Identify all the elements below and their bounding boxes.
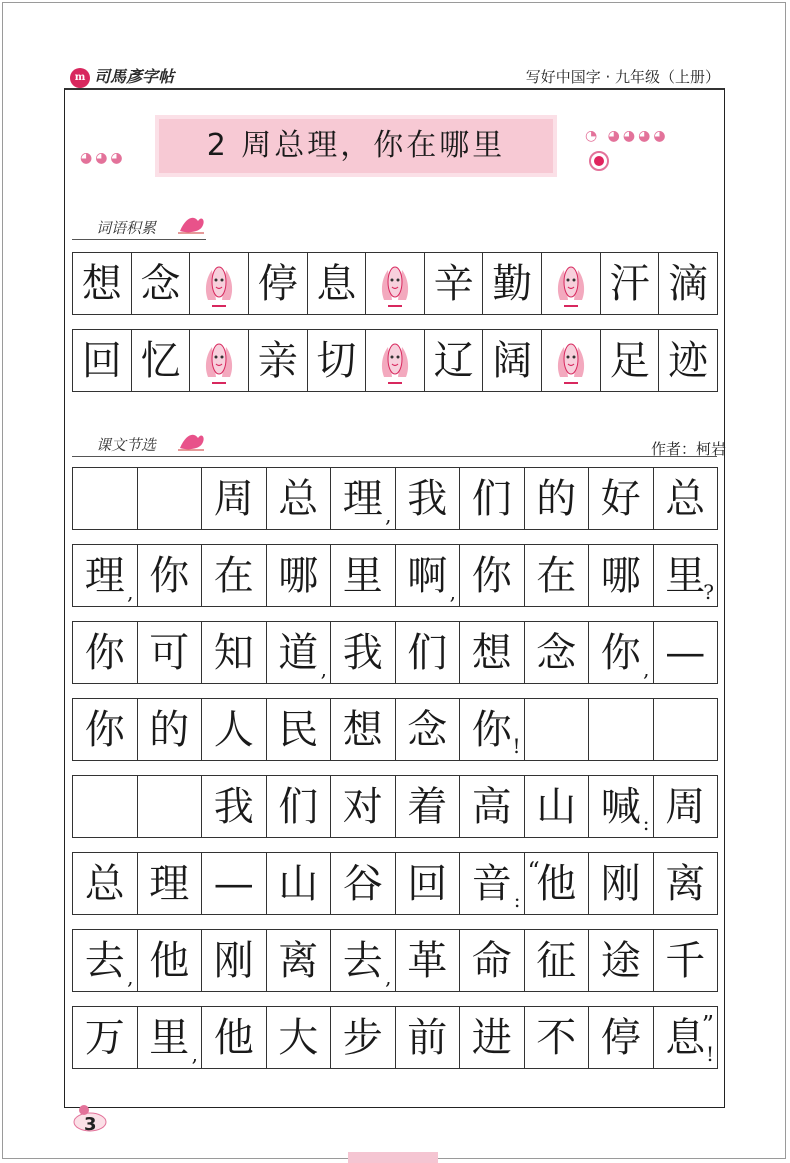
writing-cell xyxy=(248,252,308,315)
character: 前 xyxy=(407,1014,448,1061)
character: 息 xyxy=(665,1014,706,1061)
writing-cell xyxy=(658,252,718,315)
character: 迹 xyxy=(668,337,709,384)
character: 民 xyxy=(278,706,319,753)
character: 切 xyxy=(316,337,357,384)
character: — xyxy=(665,629,706,676)
punctuation: ! xyxy=(512,734,521,758)
writing-cell xyxy=(330,929,396,992)
writing-cell xyxy=(653,852,719,915)
grid-row xyxy=(72,544,717,607)
writing-cell xyxy=(459,544,525,607)
character: 停 xyxy=(600,1014,641,1061)
writing-cell xyxy=(600,252,660,315)
character: 停 xyxy=(257,260,298,307)
character: 息 xyxy=(316,260,357,307)
writing-cell xyxy=(524,698,590,761)
writing-cell xyxy=(482,252,542,315)
punctuation: : xyxy=(513,888,521,912)
writing-cell xyxy=(201,698,267,761)
character: 哪 xyxy=(278,552,319,599)
writing-cell xyxy=(653,467,719,530)
writing-cell xyxy=(395,621,461,684)
writing-cell xyxy=(459,775,525,838)
character: 去 xyxy=(342,937,383,984)
character: 的 xyxy=(536,475,577,522)
character: 征 xyxy=(536,937,577,984)
writing-cell xyxy=(600,329,660,392)
character: 进 xyxy=(471,1014,512,1061)
flower-icon xyxy=(176,213,206,235)
writing-cell xyxy=(395,698,461,761)
writing-cell xyxy=(524,852,590,915)
character: 周 xyxy=(665,783,706,830)
writing-cell xyxy=(541,252,601,315)
writing-cell xyxy=(330,775,396,838)
punctuation: : xyxy=(642,811,650,835)
punctuation: , xyxy=(191,1042,198,1066)
writing-cell xyxy=(482,329,542,392)
flower-icon xyxy=(176,430,206,452)
chick-icon-left: ◕◕◕ xyxy=(80,150,126,166)
writing-cell xyxy=(330,467,396,530)
character: 回 xyxy=(81,337,122,384)
writing-cell xyxy=(330,698,396,761)
character: 念 xyxy=(536,629,577,676)
punctuation: ? xyxy=(703,580,714,604)
character: 念 xyxy=(407,706,448,753)
writing-cell xyxy=(72,852,138,915)
writing-cell xyxy=(266,852,332,915)
bottom-tab xyxy=(348,1152,438,1163)
writing-cell xyxy=(524,1006,590,1069)
character: 想 xyxy=(81,260,122,307)
character: 步 xyxy=(342,1014,383,1061)
character: 你 xyxy=(600,629,641,676)
brand-name: 司馬彥字帖 xyxy=(94,67,175,86)
writing-cell xyxy=(330,544,396,607)
character: 理 xyxy=(149,860,190,907)
character: 对 xyxy=(342,783,383,830)
character: 周 xyxy=(213,475,254,522)
close-quote: ” xyxy=(701,1011,714,1039)
grid-row xyxy=(72,929,717,992)
writing-cell xyxy=(201,467,267,530)
punctuation: , xyxy=(127,965,134,989)
writing-cell xyxy=(72,544,138,607)
text-section-label: 课文节选 xyxy=(96,436,157,454)
writing-cell xyxy=(201,775,267,838)
character: 知 xyxy=(213,629,254,676)
writing-cell xyxy=(424,329,484,392)
character: 革 xyxy=(407,937,448,984)
open-quote: “ xyxy=(527,857,540,885)
writing-cell xyxy=(588,467,654,530)
character: 万 xyxy=(84,1014,125,1061)
punctuation: , xyxy=(449,580,456,604)
writing-cell xyxy=(266,698,332,761)
character: 途 xyxy=(600,937,641,984)
author: 作者：柯岩 xyxy=(650,440,726,458)
writing-cell xyxy=(653,775,719,838)
writing-cell xyxy=(658,329,718,392)
character: 总 xyxy=(278,475,319,522)
writing-cell xyxy=(72,621,138,684)
grid-row xyxy=(72,329,717,392)
writing-cell xyxy=(524,775,590,838)
character: 高 xyxy=(471,783,512,830)
writing-cell xyxy=(307,252,367,315)
writing-cell xyxy=(137,467,203,530)
writing-cell xyxy=(137,698,203,761)
page-number xyxy=(70,1100,112,1135)
writing-cell xyxy=(72,467,138,530)
grid-row xyxy=(72,467,717,530)
character: 们 xyxy=(471,475,512,522)
character: 里 xyxy=(149,1014,190,1061)
writing-cell xyxy=(459,467,525,530)
character: 人 xyxy=(213,706,254,753)
character: 谷 xyxy=(342,860,383,907)
writing-cell xyxy=(588,1006,654,1069)
chick-icon-right: ◔ ◕◕◕◕ xyxy=(585,128,669,144)
writing-cell xyxy=(201,852,267,915)
character: 在 xyxy=(536,552,577,599)
corn-icon xyxy=(554,260,588,308)
character: 着 xyxy=(407,783,448,830)
character: 里 xyxy=(342,552,383,599)
grid-row xyxy=(72,775,717,838)
character: 去 xyxy=(84,937,125,984)
character: 千 xyxy=(665,937,706,984)
writing-cell xyxy=(653,1006,719,1069)
book-title: 写好中国字 · 九年级（上册） xyxy=(525,68,720,86)
character: 亲 xyxy=(257,337,298,384)
writing-cell xyxy=(524,544,590,607)
writing-cell xyxy=(266,929,332,992)
character: 在 xyxy=(213,552,254,599)
character: 总 xyxy=(84,860,125,907)
character: 你 xyxy=(471,552,512,599)
writing-cell xyxy=(588,698,654,761)
writing-cell xyxy=(330,852,396,915)
corn-icon xyxy=(554,337,588,385)
writing-cell xyxy=(189,252,249,315)
grid-row xyxy=(72,852,717,915)
writing-cell xyxy=(137,852,203,915)
character: 刚 xyxy=(600,860,641,907)
writing-cell xyxy=(424,252,484,315)
writing-cell xyxy=(266,544,332,607)
punctuation: , xyxy=(385,503,392,527)
writing-cell xyxy=(588,852,654,915)
writing-cell xyxy=(653,621,719,684)
character: 汗 xyxy=(609,260,650,307)
writing-cell xyxy=(588,929,654,992)
writing-cell xyxy=(459,698,525,761)
character: 他 xyxy=(213,1014,254,1061)
punctuation: , xyxy=(127,580,134,604)
grid-row xyxy=(72,621,717,684)
writing-cell xyxy=(395,929,461,992)
writing-cell xyxy=(330,1006,396,1069)
writing-cell xyxy=(72,329,132,392)
page-header xyxy=(62,62,726,90)
character: 忆 xyxy=(140,337,181,384)
character: 念 xyxy=(140,260,181,307)
character: 哪 xyxy=(600,552,641,599)
writing-cell xyxy=(653,929,719,992)
grid-row xyxy=(72,698,717,761)
writing-cell xyxy=(588,621,654,684)
writing-cell xyxy=(395,775,461,838)
writing-cell xyxy=(330,621,396,684)
writing-cell xyxy=(72,775,138,838)
character: 音 xyxy=(471,860,512,907)
character: 的 xyxy=(149,706,190,753)
writing-cell xyxy=(541,329,601,392)
character: 他 xyxy=(536,860,577,907)
writing-cell xyxy=(524,929,590,992)
character: 你 xyxy=(149,552,190,599)
writing-cell xyxy=(459,621,525,684)
writing-cell xyxy=(137,929,203,992)
writing-cell xyxy=(395,1006,461,1069)
writing-cell xyxy=(137,775,203,838)
character: 想 xyxy=(471,629,512,676)
writing-cell xyxy=(266,621,332,684)
corn-icon xyxy=(202,260,236,308)
character: 啊 xyxy=(407,552,448,599)
corn-icon xyxy=(378,337,412,385)
character: — xyxy=(213,860,254,907)
character: 命 xyxy=(471,937,512,984)
text-label-underline xyxy=(72,456,717,457)
character: 喊 xyxy=(600,783,641,830)
writing-cell xyxy=(248,329,308,392)
corn-icon xyxy=(378,260,412,308)
writing-cell xyxy=(201,1006,267,1069)
character: 我 xyxy=(342,629,383,676)
character: 我 xyxy=(407,475,448,522)
character: 离 xyxy=(278,937,319,984)
character: 想 xyxy=(342,706,383,753)
writing-cell xyxy=(137,621,203,684)
character: 山 xyxy=(536,783,577,830)
writing-cell xyxy=(72,698,138,761)
writing-cell xyxy=(72,252,132,315)
character: 道 xyxy=(278,629,319,676)
writing-cell xyxy=(201,929,267,992)
sun-icon xyxy=(588,150,610,172)
character: 不 xyxy=(536,1014,577,1061)
character: 大 xyxy=(278,1014,319,1061)
writing-cell xyxy=(131,329,191,392)
writing-cell xyxy=(201,621,267,684)
writing-cell xyxy=(201,544,267,607)
writing-cell xyxy=(588,544,654,607)
punctuation: , xyxy=(643,657,650,681)
writing-cell xyxy=(266,1006,332,1069)
writing-cell xyxy=(395,544,461,607)
writing-cell xyxy=(524,621,590,684)
writing-cell xyxy=(365,252,425,315)
character: 你 xyxy=(84,629,125,676)
writing-cell xyxy=(524,467,590,530)
character: 你 xyxy=(471,706,512,753)
writing-cell xyxy=(653,698,719,761)
character: 理 xyxy=(84,552,125,599)
punctuation: , xyxy=(320,657,327,681)
writing-cell xyxy=(459,852,525,915)
character: 理 xyxy=(342,475,383,522)
character: 滴 xyxy=(668,260,709,307)
character: 里 xyxy=(665,552,706,599)
vocab-label-underline xyxy=(72,239,206,240)
character: 他 xyxy=(149,937,190,984)
page-number-text: 3 xyxy=(84,1114,97,1135)
writing-cell xyxy=(365,329,425,392)
writing-cell xyxy=(131,252,191,315)
writing-cell xyxy=(266,775,332,838)
writing-cell xyxy=(137,544,203,607)
character: 离 xyxy=(665,860,706,907)
character: 足 xyxy=(609,337,650,384)
lesson-title: 2 周总理，你在哪里 xyxy=(155,115,557,177)
character: 可 xyxy=(149,629,190,676)
writing-cell xyxy=(395,852,461,915)
character: 总 xyxy=(665,475,706,522)
writing-cell xyxy=(459,1006,525,1069)
character: 勤 xyxy=(492,260,533,307)
writing-cell xyxy=(307,329,367,392)
vocab-section-label: 词语积累 xyxy=(96,219,157,237)
punctuation: ! xyxy=(705,1042,714,1066)
character: 好 xyxy=(600,475,641,522)
character: 回 xyxy=(407,860,448,907)
character: 我 xyxy=(213,783,254,830)
writing-cell xyxy=(588,775,654,838)
character: 刚 xyxy=(213,937,254,984)
character: 们 xyxy=(407,629,448,676)
character: 辛 xyxy=(433,260,474,307)
punctuation: , xyxy=(385,965,392,989)
corn-icon xyxy=(202,337,236,385)
writing-cell xyxy=(459,929,525,992)
character: 们 xyxy=(278,783,319,830)
brand-logo-icon: m xyxy=(70,68,90,88)
character: 辽 xyxy=(433,337,474,384)
writing-cell xyxy=(266,467,332,530)
brand xyxy=(70,64,174,88)
writing-cell xyxy=(137,1006,203,1069)
writing-cell xyxy=(72,1006,138,1069)
writing-cell xyxy=(653,544,719,607)
character: 阔 xyxy=(492,337,533,384)
character: 山 xyxy=(278,860,319,907)
grid-row xyxy=(72,1006,717,1069)
character: 你 xyxy=(84,706,125,753)
writing-cell xyxy=(189,329,249,392)
grid-row xyxy=(72,252,717,315)
writing-cell xyxy=(72,929,138,992)
writing-cell xyxy=(395,467,461,530)
